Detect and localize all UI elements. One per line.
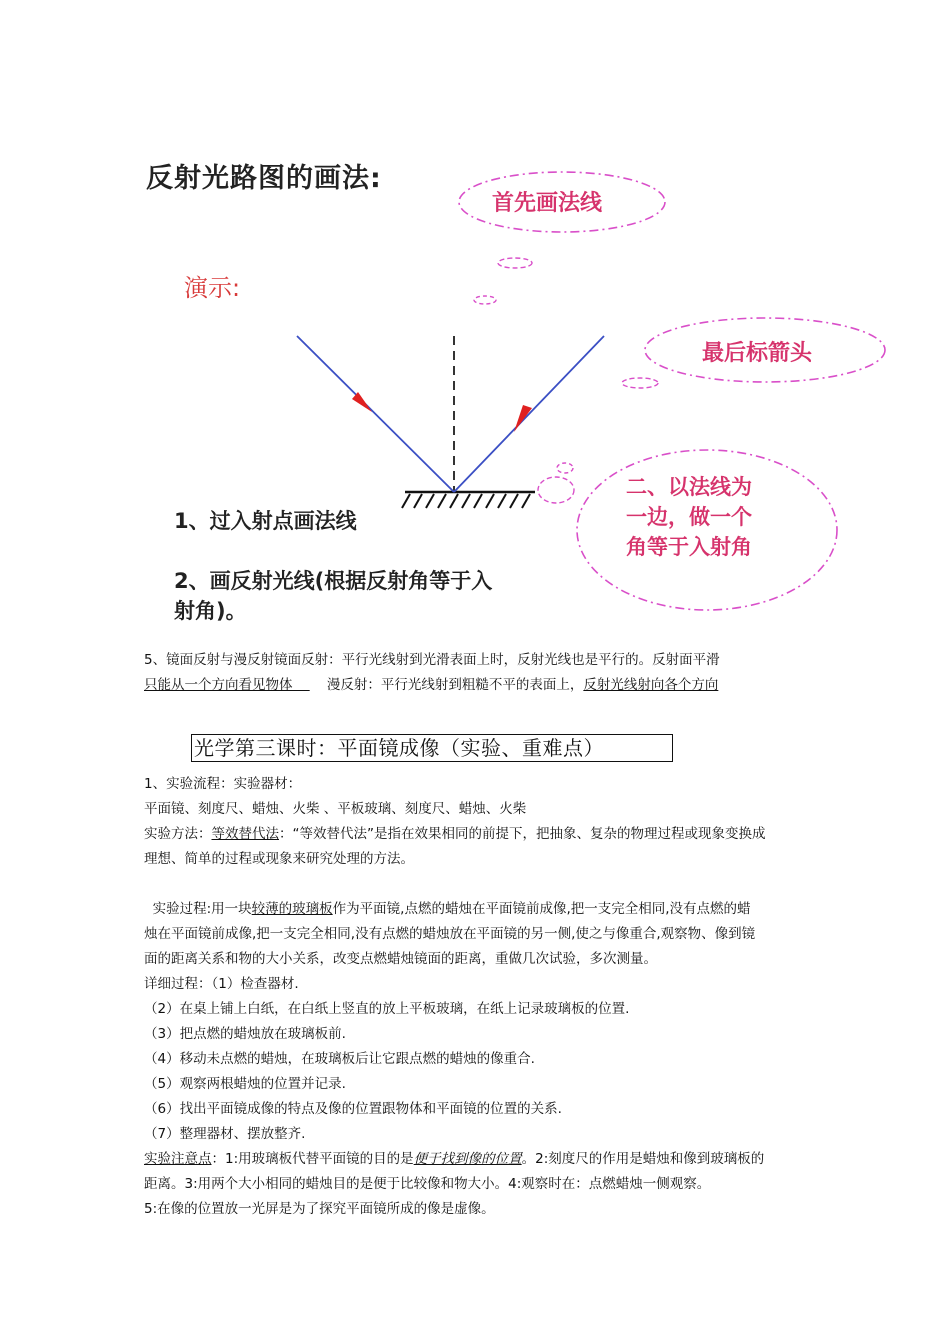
exp-thin-glass: 较薄的玻璃板 bbox=[251, 901, 333, 917]
exp-notes-italic: 便于找到像的位置 bbox=[413, 1151, 522, 1167]
figure-title: 反射光路图的画法: bbox=[146, 163, 382, 194]
reflected-arrow bbox=[514, 405, 532, 432]
exp-method-label: 实验方法： bbox=[144, 826, 212, 842]
bubble-trail-3 bbox=[622, 378, 658, 388]
step-1: 1、过入射点画法线 bbox=[174, 509, 357, 533]
exp-materials: 平面镜、刻度尺、蜡烛、火柴 、平板玻璃、刻度尺、蜡烛、火柴 bbox=[144, 801, 527, 817]
exp-notes-3: 5:在像的位置放一光屏是为了探究平面镜所成的像是虚像。 bbox=[144, 1201, 495, 1217]
exp-method-desc: ：“等效替代法”是指在效果相同的前提下，把抽象、复杂的物理过程或现象变换成 bbox=[279, 826, 766, 842]
reflection-one-direction: 只能从一个方向看见物体 bbox=[144, 677, 293, 693]
exp-process-a: 实验过程:用一块 bbox=[152, 901, 252, 917]
bubble-angle-text bbox=[626, 472, 752, 562]
exp-notes-1 bbox=[144, 1147, 814, 1172]
exp-method bbox=[144, 822, 814, 847]
step-2-line-1: 2、画反射光线(根据反射角等于入 bbox=[174, 569, 493, 593]
exp-detail-3: （4）移动未点燃的蜡烛，在玻璃板后让它跟点燃的蜡烛的像重合. bbox=[144, 1051, 535, 1067]
reflection-all-directions: 反射光线射向各个方向 bbox=[583, 677, 719, 693]
mirror-hatching bbox=[402, 494, 530, 508]
underline-gap bbox=[293, 677, 310, 693]
reflected-ray bbox=[454, 336, 604, 492]
exp-detail-5: （6）找出平面镜成像的特点及像的位置跟物体和平面镜的位置的关系. bbox=[144, 1101, 562, 1117]
incident-arrow bbox=[352, 392, 372, 412]
reflection-diagram-figure bbox=[140, 150, 900, 640]
section-heading: 光学第三课时：平面镜成像（实验、重难点） bbox=[191, 734, 673, 762]
step-2 bbox=[174, 566, 492, 626]
exp-process-2: 烛在平面镜前成像,把一支完全相同,没有点燃的蜡烛放在平面镜的另一侧,使之与像重合,观察物、像到镜 bbox=[144, 926, 756, 942]
exp-method-name: 等效替代法 bbox=[211, 826, 279, 842]
bubble-angle-line-1: 二、以法线为 bbox=[626, 474, 752, 499]
blank-line bbox=[144, 872, 814, 897]
reflection-diffuse: 漫反射：平行光线射到粗糙不平的表面上， bbox=[326, 677, 584, 693]
bubble-normal-text: 首先画法线 bbox=[492, 190, 603, 216]
exp-notes-2: 距离。3:用两个大小相同的蜡烛目的是便于比较像和物大小。4:观察时在：点燃蜡烛一侧观察。 bbox=[144, 1176, 711, 1192]
exp-process-3: 面的距离关系和物的大小关系，改变点燃蜡烛镜面的距离，重做几次试验，多次测量。 bbox=[144, 951, 657, 967]
exp-detail-2: （3）把点燃的蜡烛放在玻璃板前. bbox=[144, 1026, 346, 1042]
exp-method-cont: 理想、简单的过程或现象来研究处理的方法。 bbox=[144, 851, 414, 867]
exp-notes-b: ：1:用玻璃板代替平面镜的目的是 bbox=[211, 1151, 414, 1167]
bubble-trail-5 bbox=[557, 463, 573, 473]
reflection-line-1: 5、镜面反射与漫反射镜面反射：平行光线射到光滑表面上时，反射光线也是平行的。反射面平滑 bbox=[144, 652, 720, 668]
bubble-trail-2 bbox=[474, 296, 496, 304]
exp-process-c: 作为平面镜,点燃的蜡烛在平面镜前成像,把一支完全相同,没有点燃的蜡 bbox=[332, 901, 751, 917]
exp-detail-1: （2）在桌上铺上白纸，在白纸上竖直的放上平板玻璃，在纸上记录玻璃板的位置. bbox=[144, 1001, 630, 1017]
reflection-paragraph bbox=[144, 648, 814, 698]
bubble-angle-line-3: 角等于入射角 bbox=[626, 534, 752, 559]
exp-process-1 bbox=[144, 897, 814, 922]
exp-detail-4: （5）观察两根蜡烛的位置并记录. bbox=[144, 1076, 346, 1092]
reflection-line-2 bbox=[144, 673, 814, 698]
exp-detail-0: 详细过程：（1）检查器材. bbox=[144, 976, 299, 992]
exp-detail-6: （7）整理器材、摆放整齐. bbox=[144, 1126, 306, 1142]
bubble-arrow-text: 最后标箭头 bbox=[702, 340, 813, 366]
step-2-line-2: 射角)。 bbox=[174, 599, 247, 623]
bubble-trail-1 bbox=[498, 258, 532, 268]
exp-notes-d: 。2:刻度尺的作用是蜡烛和像到玻璃板的 bbox=[521, 1151, 765, 1167]
incident-ray bbox=[297, 336, 454, 492]
demo-label: 演示: bbox=[184, 274, 241, 302]
bubble-trail-4 bbox=[538, 477, 574, 503]
exp-flow: 1、实验流程：实验器材： bbox=[144, 776, 302, 792]
experiment-block bbox=[144, 772, 814, 1222]
bubble-angle-line-2: 一边，做一个 bbox=[626, 504, 752, 529]
exp-notes-label: 实验注意点 bbox=[144, 1151, 212, 1167]
